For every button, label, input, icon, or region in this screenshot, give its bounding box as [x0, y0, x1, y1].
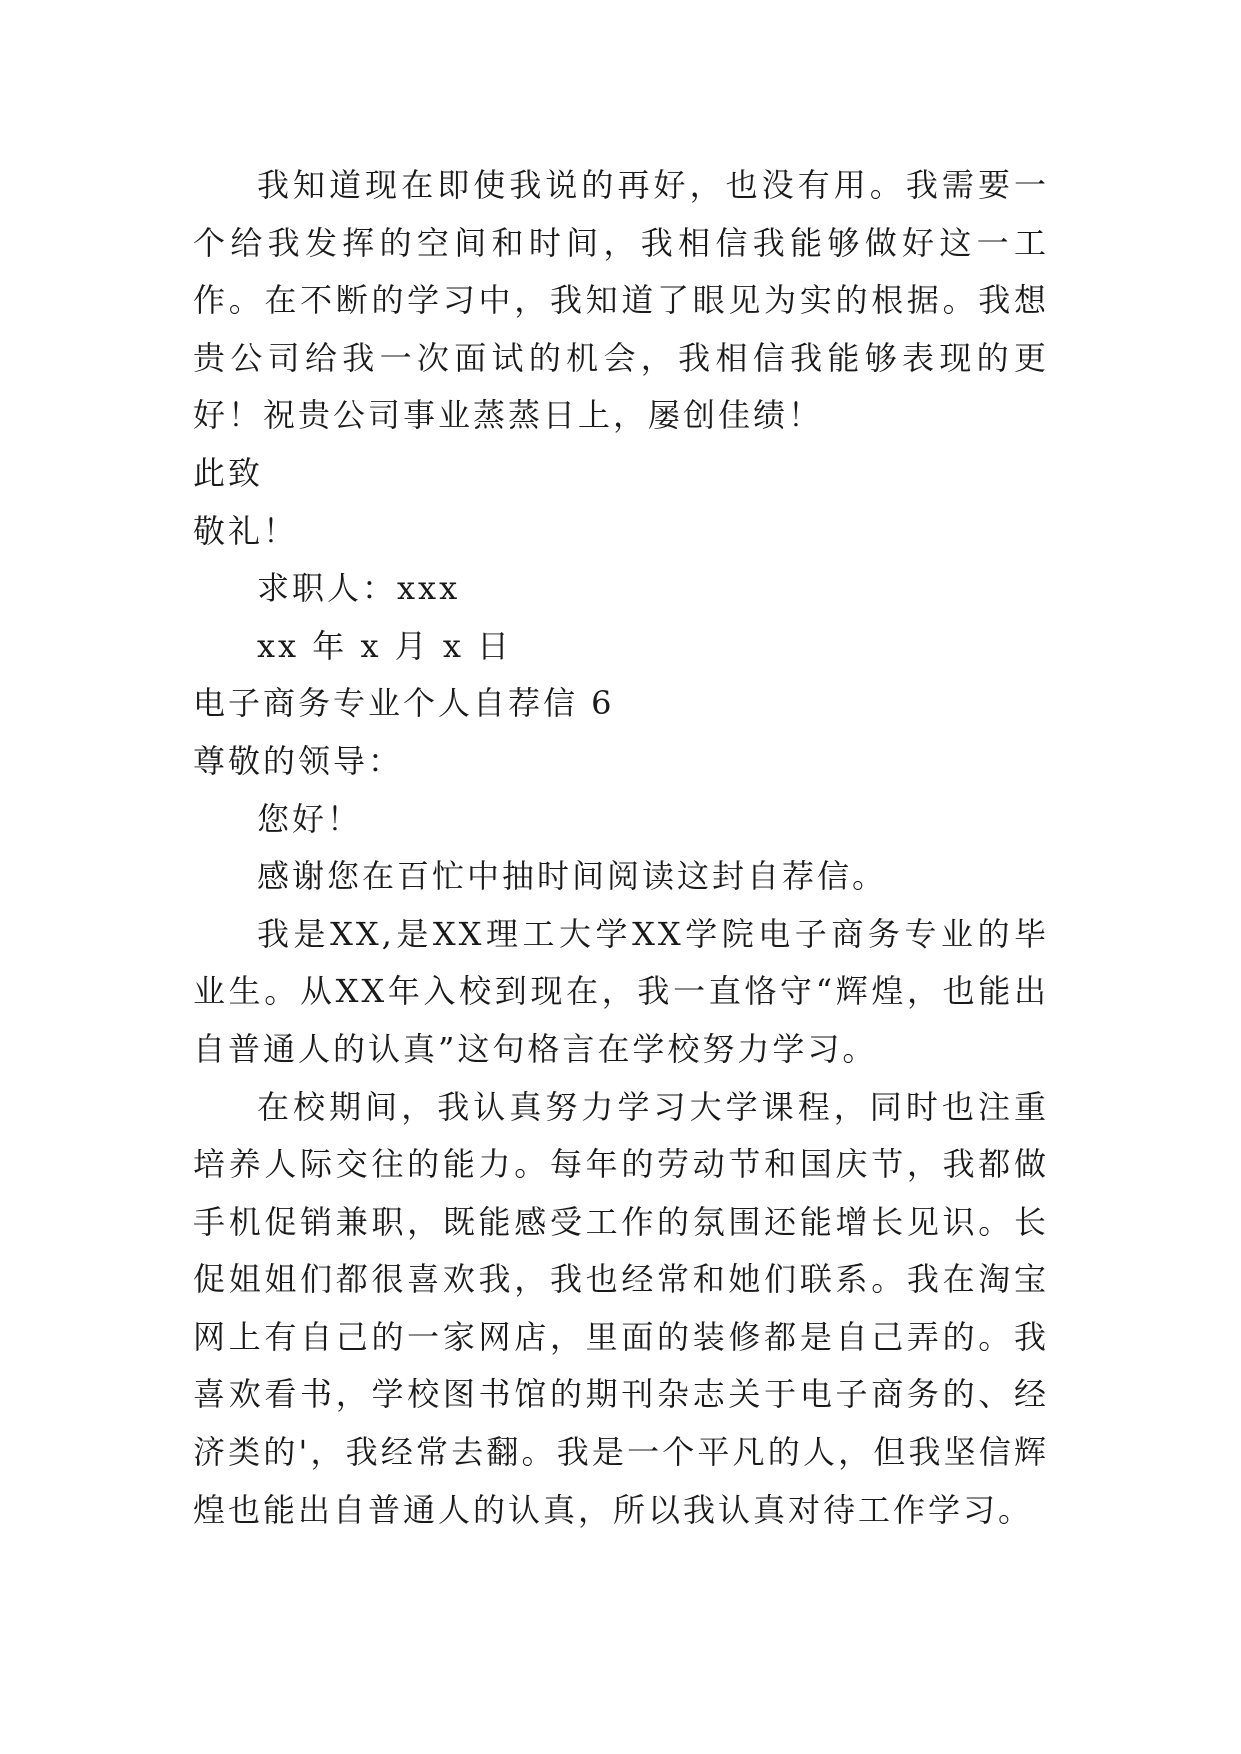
intro-paragraph: 我是XX,是XX理工大学XX学院电子商务专业的毕业生。从XX年入校到现在，我一直恪守“辉煌，也能出自普通人的认真”这句格言在学校努力学习。	[193, 914, 1049, 1068]
signature-applicant: 求职人：xxx	[257, 569, 461, 608]
section-heading: 电子商务专业个人自荐信 6	[193, 684, 615, 723]
salutation-cizhi: 此致	[193, 453, 264, 492]
campus-paragraph: 在校期间，我认真努力学习大学课程，同时也注重培养人际交往的能力。每年的劳动节和国庆节，我都做手机促销兼职，既能感受工作的氛围还能增长见识。长促姐姐们都很喜欢我，我也经常和她们联系。我在淘宝网上有自己的一家网店，里面的装修都是自己弄的。我喜欢看书，学校图书馆的期刊杂志关于电子商务的、经济类的'，我经常去翻。我是一个平凡的人，但我坚信辉煌也能出自普通人的认真，所以我认真对待工作学习。	[193, 1087, 1049, 1529]
signature-date: xx 年 x 月 x 日	[257, 626, 513, 665]
letter-body	[193, 157, 1049, 1539]
greeting-hello: 您好！	[257, 799, 363, 838]
greeting-recipient: 尊敬的领导：	[193, 741, 404, 780]
thanks-paragraph: 感谢您在百忙中抽时间阅读这封自荐信。	[257, 857, 888, 896]
closing-paragraph: 我知道现在即使我说的再好，也没有用。我需要一个给我发挥的空间和时间，我相信我能够做好这一工作。在不断的学习中，我知道了眼见为实的根据。我想贵公司给我一次面试的机会，我相信我能够表现的更好！祝贵公司事业蒸蒸日上，屡创佳绩！	[193, 166, 1049, 435]
salutation-jingli: 敬礼！	[193, 511, 299, 550]
